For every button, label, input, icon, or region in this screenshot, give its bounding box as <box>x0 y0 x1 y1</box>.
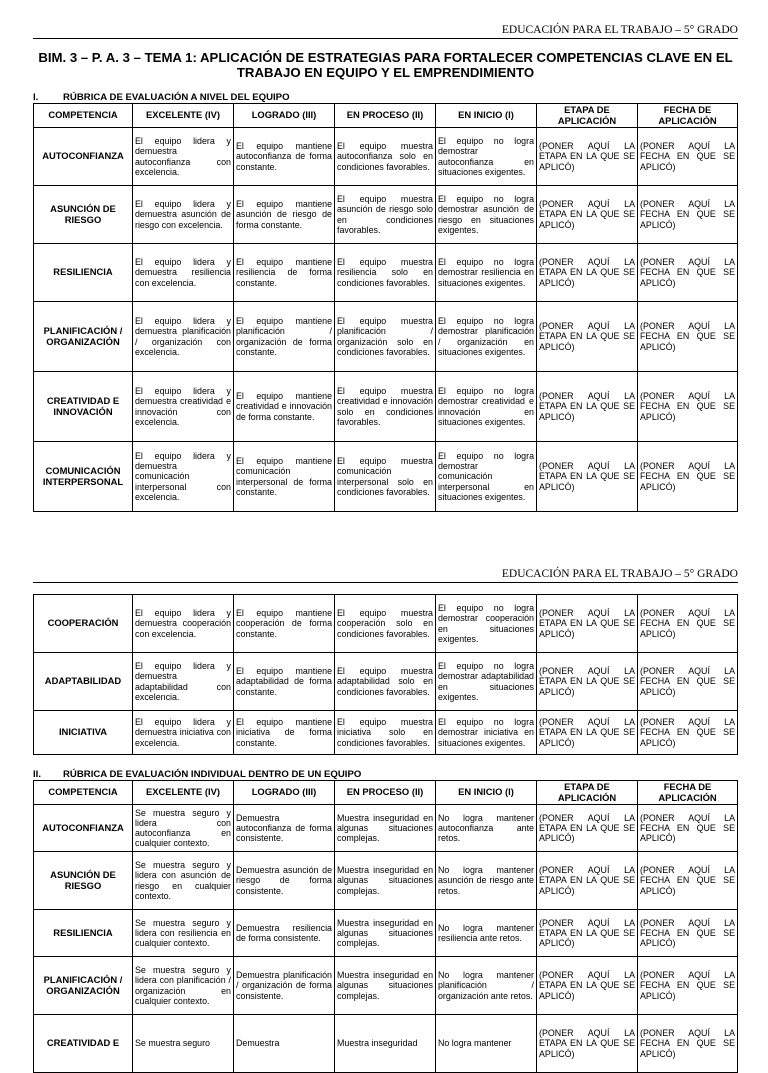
col-en-inicio-header: EN INICIO (I) <box>436 781 537 805</box>
col-logrado-header: LOGRADO (III) <box>234 104 335 128</box>
etapa-cell: (PONER AQUÍ LA ETAPA EN LA QUE SE APLICÓ) <box>537 852 638 910</box>
excelente-cell: El equipo lidera y demuestra resiliencia con excelencia. <box>133 244 234 302</box>
en-proceso-cell: Muestra inseguridad en algunas situaciones complejas. <box>335 957 436 1015</box>
excelente-cell: Se muestra seguro y lidera con autoconfianza en cualquier contexto. <box>133 805 234 852</box>
excelente-cell: El equipo lidera y demuestra comunicación interpersonal con excelencia. <box>133 442 234 512</box>
individual-rubric-table <box>33 780 738 1073</box>
table-row <box>34 302 738 372</box>
col-fecha-header: FECHA DE APLICACIÓN <box>638 104 738 128</box>
fecha-cell: (PONER AQUÍ LA FECHA EN QUE SE APLICÓ) <box>638 1015 738 1073</box>
table-row <box>34 1015 738 1073</box>
logrado-cell: Demuestra <box>234 1015 335 1073</box>
logrado-cell: El equipo mantiene asunción de riesgo de forma constante. <box>234 186 335 244</box>
col-competencia-header: COMPETENCIA <box>34 781 133 805</box>
fecha-cell: (PONER AQUÍ LA FECHA EN QUE SE APLICÓ) <box>638 957 738 1015</box>
col-en-proceso-header: EN PROCESO (II) <box>335 104 436 128</box>
etapa-cell: (PONER AQUÍ LA ETAPA EN LA QUE SE APLICÓ) <box>537 910 638 957</box>
competency-cell: AUTOCONFIANZA <box>34 128 133 186</box>
etapa-cell: (PONER AQUÍ LA ETAPA EN LA QUE SE APLICÓ) <box>537 711 638 755</box>
logrado-cell: Demuestra asunción de riesgo de forma consistente. <box>234 852 335 910</box>
en-proceso-cell: El equipo muestra resiliencia solo en condiciones favorables. <box>335 244 436 302</box>
competency-cell: COMUNICACIÓN INTERPERSONAL <box>34 442 133 512</box>
en-proceso-cell: El equipo muestra creatividad e innovación solo en condiciones favorables. <box>335 372 436 442</box>
etapa-cell: (PONER AQUÍ LA ETAPA EN LA QUE SE APLICÓ) <box>537 372 638 442</box>
competency-cell: PLANIFICACIÓN / ORGANIZACIÓN <box>34 302 133 372</box>
competency-cell: COOPERACIÓN <box>34 595 133 653</box>
col-etapa-header: ETAPA DE APLICACIÓN <box>537 781 638 805</box>
section-2-heading: RÚBRICA DE EVALUACIÓN INDIVIDUAL DENTRO DE UN EQUIPO <box>63 769 362 780</box>
table-row <box>34 128 738 186</box>
en-inicio-cell: El equipo no logra demostrar resiliencia en situaciones exigentes. <box>436 244 537 302</box>
fecha-cell: (PONER AQUÍ LA FECHA EN QUE SE APLICÓ) <box>638 442 738 512</box>
col-en-proceso-header: EN PROCESO (II) <box>335 781 436 805</box>
en-proceso-cell: Muestra inseguridad <box>335 1015 436 1073</box>
team-rubric-table <box>33 103 738 512</box>
excelente-cell: El equipo lidera y demuestra adaptabilidad con excelencia. <box>133 653 234 711</box>
fecha-cell: (PONER AQUÍ LA FECHA EN QUE SE APLICÓ) <box>638 595 738 653</box>
col-etapa-header: ETAPA DE APLICACIÓN <box>537 104 638 128</box>
fecha-cell: (PONER AQUÍ LA FECHA EN QUE SE APLICÓ) <box>638 372 738 442</box>
fecha-cell: (PONER AQUÍ LA FECHA EN QUE SE APLICÓ) <box>638 186 738 244</box>
competency-cell: CREATIVIDAD E INNOVACIÓN <box>34 372 133 442</box>
competency-cell: INICIATIVA <box>34 711 133 755</box>
etapa-cell: (PONER AQUÍ LA ETAPA EN LA QUE SE APLICÓ) <box>537 442 638 512</box>
en-inicio-cell: No logra mantener autoconfianza ante retos. <box>436 805 537 852</box>
logrado-cell: Demuestra resiliencia de forma consistente. <box>234 910 335 957</box>
en-proceso-cell: El equipo muestra cooperación solo en condiciones favorables. <box>335 595 436 653</box>
etapa-cell: (PONER AQUÍ LA ETAPA EN LA QUE SE APLICÓ) <box>537 957 638 1015</box>
excelente-cell: El equipo lidera y demuestra cooperación con excelencia. <box>133 595 234 653</box>
excelente-cell: El equipo lidera y demuestra creatividad e innovación con excelencia. <box>133 372 234 442</box>
competency-cell: ADAPTABILIDAD <box>34 653 133 711</box>
en-proceso-cell: El equipo muestra iniciativa solo en condiciones favorables. <box>335 711 436 755</box>
en-inicio-cell: El equipo no logra demostrar comunicación interpersonal en situaciones exigentes. <box>436 442 537 512</box>
competency-cell: RESILIENCIA <box>34 910 133 957</box>
fecha-cell: (PONER AQUÍ LA FECHA EN QUE SE APLICÓ) <box>638 711 738 755</box>
en-inicio-cell: El equipo no logra demostrar cooperación en situaciones exigentes. <box>436 595 537 653</box>
logrado-cell: Demuestra autoconfianza de forma consistente. <box>234 805 335 852</box>
competency-cell: PLANIFICACIÓN / ORGANIZACIÓN <box>34 957 133 1015</box>
table-row <box>34 957 738 1015</box>
etapa-cell: (PONER AQUÍ LA ETAPA EN LA QUE SE APLICÓ) <box>537 595 638 653</box>
section-2-title <box>33 769 738 780</box>
competency-cell: AUTOCONFIANZA <box>34 805 133 852</box>
excelente-cell: El equipo lidera y demuestra autoconfianza con excelencia. <box>133 128 234 186</box>
fecha-cell: (PONER AQUÍ LA FECHA EN QUE SE APLICÓ) <box>638 852 738 910</box>
col-competencia-header: COMPETENCIA <box>34 104 133 128</box>
etapa-cell: (PONER AQUÍ LA ETAPA EN LA QUE SE APLICÓ) <box>537 1015 638 1073</box>
etapa-cell: (PONER AQUÍ LA ETAPA EN LA QUE SE APLICÓ) <box>537 653 638 711</box>
en-proceso-cell: El equipo muestra autoconfianza solo en condiciones favorables. <box>335 128 436 186</box>
section-1-heading: RÚBRICA DE EVALUACIÓN A NIVEL DEL EQUIPO <box>63 92 290 103</box>
fecha-cell: (PONER AQUÍ LA FECHA EN QUE SE APLICÓ) <box>638 244 738 302</box>
section-1-title <box>33 92 738 103</box>
en-proceso-cell: El equipo muestra comunicación interpersonal solo en condiciones favorables. <box>335 442 436 512</box>
table-row <box>34 244 738 302</box>
team-rubric-table-continued <box>33 594 738 755</box>
fecha-cell: (PONER AQUÍ LA FECHA EN QUE SE APLICÓ) <box>638 805 738 852</box>
excelente-cell: Se muestra seguro y lidera con planificación / organización en cualquier contexto. <box>133 957 234 1015</box>
en-inicio-cell: El equipo no logra demostrar iniciativa en situaciones exigentes. <box>436 711 537 755</box>
en-inicio-cell: El equipo no logra demostrar creatividad e innovación en situaciones exigentes. <box>436 372 537 442</box>
section-1-number: I. <box>33 92 39 103</box>
en-inicio-cell: El equipo no logra demostrar autoconfianza en situaciones exigentes. <box>436 128 537 186</box>
excelente-cell: El equipo lidera y demuestra asunción de riesgo con excelencia. <box>133 186 234 244</box>
table-row <box>34 711 738 755</box>
etapa-cell: (PONER AQUÍ LA ETAPA EN LA QUE SE APLICÓ) <box>537 244 638 302</box>
fecha-cell: (PONER AQUÍ LA FECHA EN QUE SE APLICÓ) <box>638 910 738 957</box>
page-header-1: EDUCACIÓN PARA EL TRABAJO – 5° GRADO <box>33 24 738 39</box>
en-inicio-cell: No logra mantener resiliencia ante retos. <box>436 910 537 957</box>
en-inicio-cell: No logra mantener asunción de riesgo ante retos. <box>436 852 537 910</box>
excelente-cell: Se muestra seguro y lidera con asunción de riesgo en cualquier contexto. <box>133 852 234 910</box>
section-2-number: II. <box>33 769 41 780</box>
en-proceso-cell: El equipo muestra adaptabilidad solo en condiciones favorables. <box>335 653 436 711</box>
en-inicio-cell: El equipo no logra demostrar planificación / organización en situaciones exigentes. <box>436 302 537 372</box>
table-row <box>34 595 738 653</box>
col-logrado-header: LOGRADO (III) <box>234 781 335 805</box>
en-inicio-cell: No logra mantener planificación / organización ante retos. <box>436 957 537 1015</box>
etapa-cell: (PONER AQUÍ LA ETAPA EN LA QUE SE APLICÓ) <box>537 302 638 372</box>
excelente-cell: Se muestra seguro <box>133 1015 234 1073</box>
competency-cell: ASUNCIÓN DE RIESGO <box>34 186 133 244</box>
logrado-cell: Demuestra planificación / organización de forma consistente. <box>234 957 335 1015</box>
etapa-cell: (PONER AQUÍ LA ETAPA EN LA QUE SE APLICÓ) <box>537 186 638 244</box>
col-excelente-header: EXCELENTE (IV) <box>133 104 234 128</box>
logrado-cell: El equipo mantiene iniciativa de forma constante. <box>234 711 335 755</box>
excelente-cell: El equipo lidera y demuestra iniciativa con excelencia. <box>133 711 234 755</box>
excelente-cell: Se muestra seguro y lidera con resiliencia en cualquier contexto. <box>133 910 234 957</box>
col-excelente-header: EXCELENTE (IV) <box>133 781 234 805</box>
table-row <box>34 186 738 244</box>
logrado-cell: El equipo mantiene creatividad e innovación de forma constante. <box>234 372 335 442</box>
en-proceso-cell: Muestra inseguridad en algunas situaciones complejas. <box>335 910 436 957</box>
logrado-cell: El equipo mantiene cooperación de forma constante. <box>234 595 335 653</box>
en-inicio-cell: El equipo no logra demostrar adaptabilidad en situaciones exigentes. <box>436 653 537 711</box>
logrado-cell: El equipo mantiene comunicación interpersonal de forma constante. <box>234 442 335 512</box>
en-proceso-cell: Muestra inseguridad en algunas situaciones complejas. <box>335 805 436 852</box>
etapa-cell: (PONER AQUÍ LA ETAPA EN LA QUE SE APLICÓ) <box>537 128 638 186</box>
logrado-cell: El equipo mantiene autoconfianza de forma constante. <box>234 128 335 186</box>
document-title: BIM. 3 – P. A. 3 – TEMA 1: APLICACIÓN DE ESTRATEGIAS PARA FORTALECER COMPETENCIAS CLAVE EN EL TRABAJO EN EQUIPO Y EL EMPRENDIMIENTO <box>38 50 733 80</box>
fecha-cell: (PONER AQUÍ LA FECHA EN QUE SE APLICÓ) <box>638 653 738 711</box>
competency-cell: ASUNCIÓN DE RIESGO <box>34 852 133 910</box>
fecha-cell: (PONER AQUÍ LA FECHA EN QUE SE APLICÓ) <box>638 302 738 372</box>
logrado-cell: El equipo mantiene resiliencia de forma constante. <box>234 244 335 302</box>
table-row <box>34 910 738 957</box>
en-proceso-cell: Muestra inseguridad en algunas situaciones complejas. <box>335 852 436 910</box>
en-proceso-cell: El equipo muestra asunción de riesgo solo en condiciones favorables. <box>335 186 436 244</box>
competency-cell: RESILIENCIA <box>34 244 133 302</box>
table-row <box>34 442 738 512</box>
table-row <box>34 372 738 442</box>
col-fecha-header: FECHA DE APLICACIÓN <box>638 781 738 805</box>
etapa-cell: (PONER AQUÍ LA ETAPA EN LA QUE SE APLICÓ) <box>537 805 638 852</box>
excelente-cell: El equipo lidera y demuestra planificación / organización con excelencia. <box>133 302 234 372</box>
table-row <box>34 852 738 910</box>
fecha-cell: (PONER AQUÍ LA FECHA EN QUE SE APLICÓ) <box>638 128 738 186</box>
en-inicio-cell: El equipo no logra demostrar asunción de riesgo en situaciones exigentes. <box>436 186 537 244</box>
logrado-cell: El equipo mantiene adaptabilidad de forma constante. <box>234 653 335 711</box>
table-row <box>34 653 738 711</box>
competency-cell: CREATIVIDAD E <box>34 1015 133 1073</box>
logrado-cell: El equipo mantiene planificación / organización de forma constante. <box>234 302 335 372</box>
en-inicio-cell: No logra mantener <box>436 1015 537 1073</box>
table-row <box>34 805 738 852</box>
en-proceso-cell: El equipo muestra planificación / organización solo en condiciones favorables. <box>335 302 436 372</box>
page-header-2: EDUCACIÓN PARA EL TRABAJO – 5° GRADO <box>33 568 738 583</box>
col-en-inicio-header: EN INICIO (I) <box>436 104 537 128</box>
